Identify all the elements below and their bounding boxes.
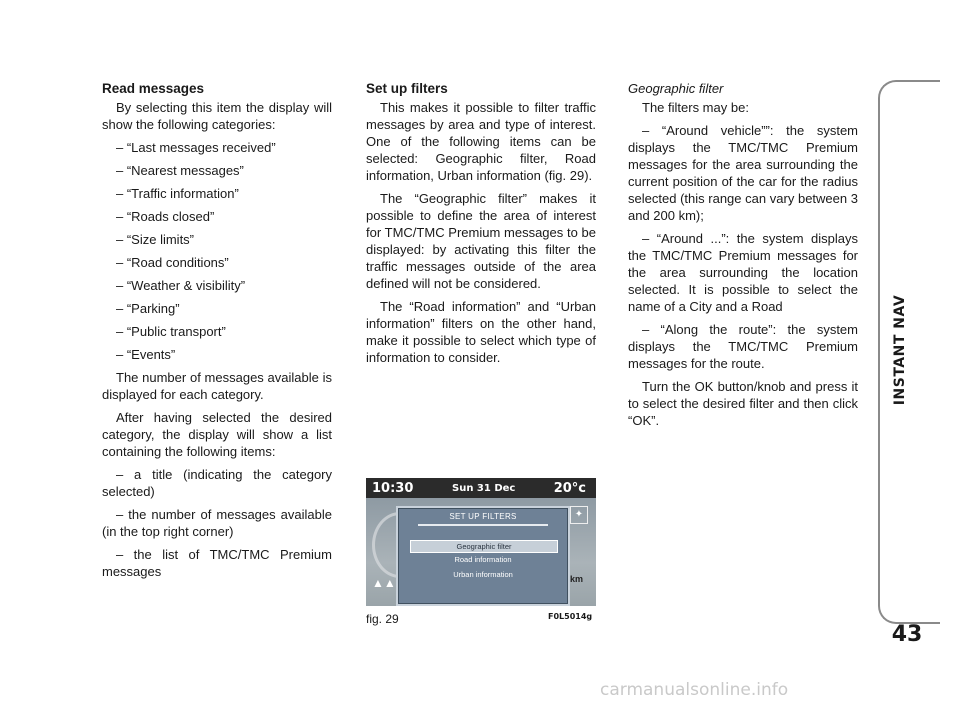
- heading-read-messages: Read messages: [102, 81, 205, 96]
- list-item: – “Weather & visibility”: [116, 278, 246, 293]
- km-label: km: [570, 574, 584, 584]
- set-up-filters-dialog: [396, 506, 570, 606]
- figure-caption: fig. 29: [366, 612, 399, 626]
- dialog-divider: [418, 524, 548, 526]
- list-item: – “Roads closed”: [116, 209, 215, 224]
- paragraph: – “Around ...”: the system displays the TMC/TMC Premium messages for the area surrounding the location selected. It is possible to select the name of a City and a Road: [628, 231, 858, 314]
- column-geographic-filter: [628, 80, 858, 435]
- column-read-messages: [102, 80, 332, 586]
- column-set-up-filters: [366, 80, 596, 372]
- list-item: – “Nearest messages”: [116, 163, 244, 178]
- screen-date: Sun 31 Dec: [452, 483, 516, 494]
- paragraph: After having selected the desired category, the display will show a list containing the following items:: [102, 410, 332, 459]
- list-item: – “Size limits”: [116, 232, 195, 247]
- figure-code: F0L5014g: [548, 612, 593, 621]
- mountain-icon: ▲▲: [372, 576, 396, 590]
- dialog-title: SET UP FILTERS: [449, 512, 517, 521]
- paragraph: Turn the OK button/knob and press it to select the desired filter and then click “OK”.: [628, 379, 858, 428]
- paragraph: – “Around vehicle””: the system displays the TMC/TMC Premium messages for the area surrounding the current position of the car for the radius selected (this range can vary between 3 and 200 km);: [628, 123, 858, 223]
- map-mode-icon: ✦: [570, 506, 588, 524]
- heading-geographic-filter: Geographic filter: [628, 81, 724, 96]
- paragraph: The “Road information” and “Urban information” filters on the other hand, make it possible to select which type of information to consider.: [366, 299, 596, 365]
- list-item: – “Traffic information”: [116, 186, 239, 201]
- section-label: [880, 294, 920, 406]
- list-item: – “Last messages received”: [116, 140, 276, 155]
- list-item: – “Parking”: [116, 301, 180, 316]
- list-item: – “Public transport”: [116, 324, 226, 339]
- option-road-information[interactable]: Road information: [454, 555, 512, 564]
- list-item: – “Road conditions”: [116, 255, 229, 270]
- watermark: carmanualsonline.info: [600, 680, 789, 700]
- screen-status-bar: [366, 478, 596, 498]
- paragraph: This makes it possible to filter traffic messages by area and type of interest. One of the following items can be selected: Geographic filter, Road information, Urban information (fig. 29).: [366, 100, 596, 183]
- nav-screen-figure: [366, 478, 596, 606]
- section-label-text: INSTANT NAV: [892, 294, 909, 406]
- paragraph: The number of messages available is displayed for each category.: [102, 370, 332, 402]
- page-number: 43: [891, 622, 923, 647]
- screen-temperature: 20°c: [553, 481, 586, 496]
- list-item: – the list of TMC/TMC Premium messages: [102, 547, 332, 579]
- heading-set-up-filters: Set up filters: [366, 81, 448, 96]
- list-item: – a title (indicating the category selected): [102, 467, 332, 499]
- paragraph: – “Along the route”: the system displays the TMC/TMC Premium messages for the route.: [628, 322, 858, 371]
- option-geographic-filter[interactable]: Geographic filter: [410, 540, 558, 553]
- list-item: – the number of messages available (in the top right corner): [102, 507, 332, 539]
- paragraph: The “Geographic filter” makes it possible to define the area of interest for TMC/TMC Premium messages to be displayed: by activating this filter the traffic messages outside of the area defined will not be considered.: [366, 191, 596, 291]
- screen-time: 10:30: [372, 481, 414, 496]
- option-urban-information[interactable]: Urban information: [453, 570, 513, 579]
- list-item: – “Events”: [116, 347, 176, 362]
- paragraph: By selecting this item the display will show the following categories:: [102, 100, 332, 132]
- paragraph: The filters may be:: [642, 100, 749, 115]
